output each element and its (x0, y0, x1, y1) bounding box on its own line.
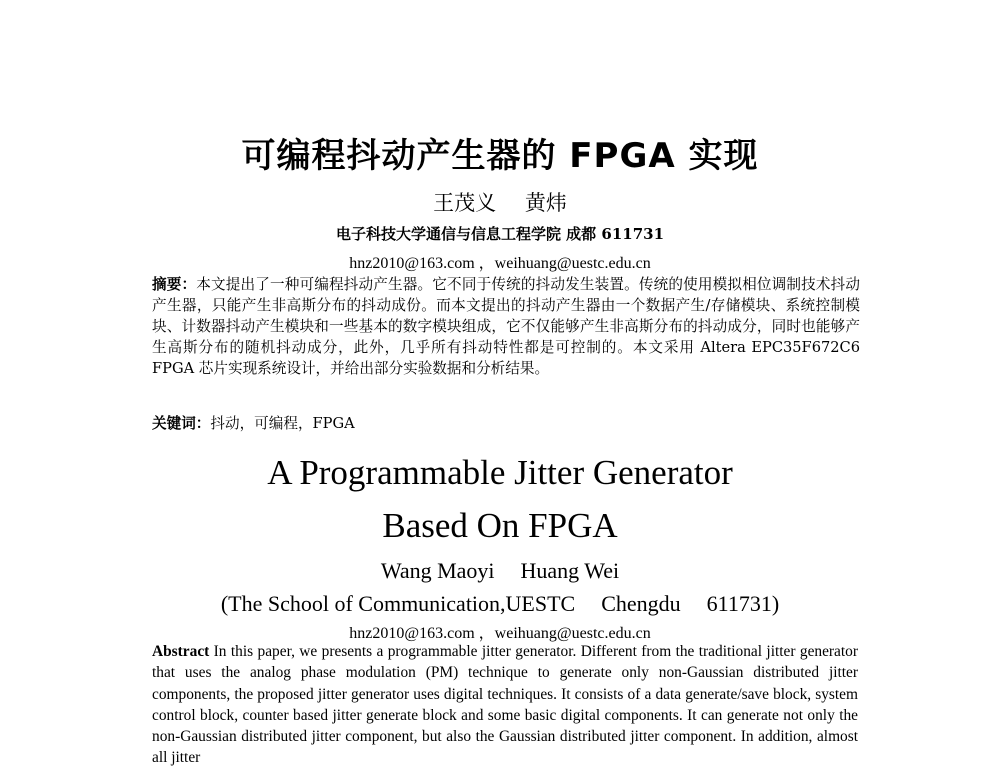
chinese-affiliation: 电子科技大学通信与信息工程学院 成都 611731 (335, 225, 665, 243)
chinese-abstract (152, 274, 860, 379)
english-emails: hnz2010@163.com ，weihuang@uestc.edu.cn (349, 625, 651, 642)
english-affiliation (0, 591, 1000, 617)
english-title-line-2: Based On FPGA (382, 506, 618, 545)
english-affiliation-school: (The School of Communication,UESTC (220, 591, 576, 616)
english-author-1: Wang Maoyi (380, 558, 495, 583)
chinese-emails: hnz2010@163.com ，weihuang@uestc.edu.cn (349, 255, 651, 272)
english-affiliation-city: Chengdu (601, 591, 681, 616)
english-author-2: Huang Wei (520, 558, 620, 583)
chinese-keywords (152, 413, 860, 434)
chinese-abstract-text: 本文提出了一种可编程抖动产生器。它不同于传统的抖动发生装置。传统的使用模拟相位调制技术抖动产生器，只能产生非高斯分布的抖动成份。而本文提出的抖动产生器由一个数据产生/存储模块、系统控制模块、计数器抖动产生模块和一些基本的数字模块组成，它不仅能够产生非高斯分布的抖动成分，同时也能够产生高斯分布的随机抖动成分，此外，几乎所有抖动特性都是可控制的。本文采用 Altera EPC35F672C6 FPGA 芯片实现系统设计，并给出部分实验数据和分析结果。 (152, 276, 860, 377)
chinese-title: 可编程抖动产生器的 FPGA 实现 (241, 136, 759, 176)
english-title-line-1: A Programmable Jitter Generator (267, 453, 733, 492)
chinese-authors: 王茂义 黄炜 (433, 191, 567, 215)
english-authors (0, 558, 1000, 584)
chinese-abstract-label: 摘要： (152, 276, 197, 293)
chinese-keywords-text: 抖动，可编程，FPGA (210, 415, 355, 432)
english-abstract-label: Abstract (152, 643, 210, 660)
english-abstract (152, 641, 858, 769)
english-affiliation-zip: 611731) (706, 591, 780, 616)
chinese-keywords-label: 关键词： (152, 415, 211, 432)
english-abstract-text: In this paper, we presents a programmable jitter generator. Different from the traditional jitter generator that uses the analog phase modulation (PM) technique to generate only non-Gaussian distributed jitter components, the proposed jitter generator uses digital techniques. It consists of a data generate/save block, system control block, counter based jitter generate block and some basic digital components. It can generate not only the non-Gaussian distributed jitter component, but also the Gaussian distributed jitter component. In addition, almost all jitter (152, 643, 858, 767)
